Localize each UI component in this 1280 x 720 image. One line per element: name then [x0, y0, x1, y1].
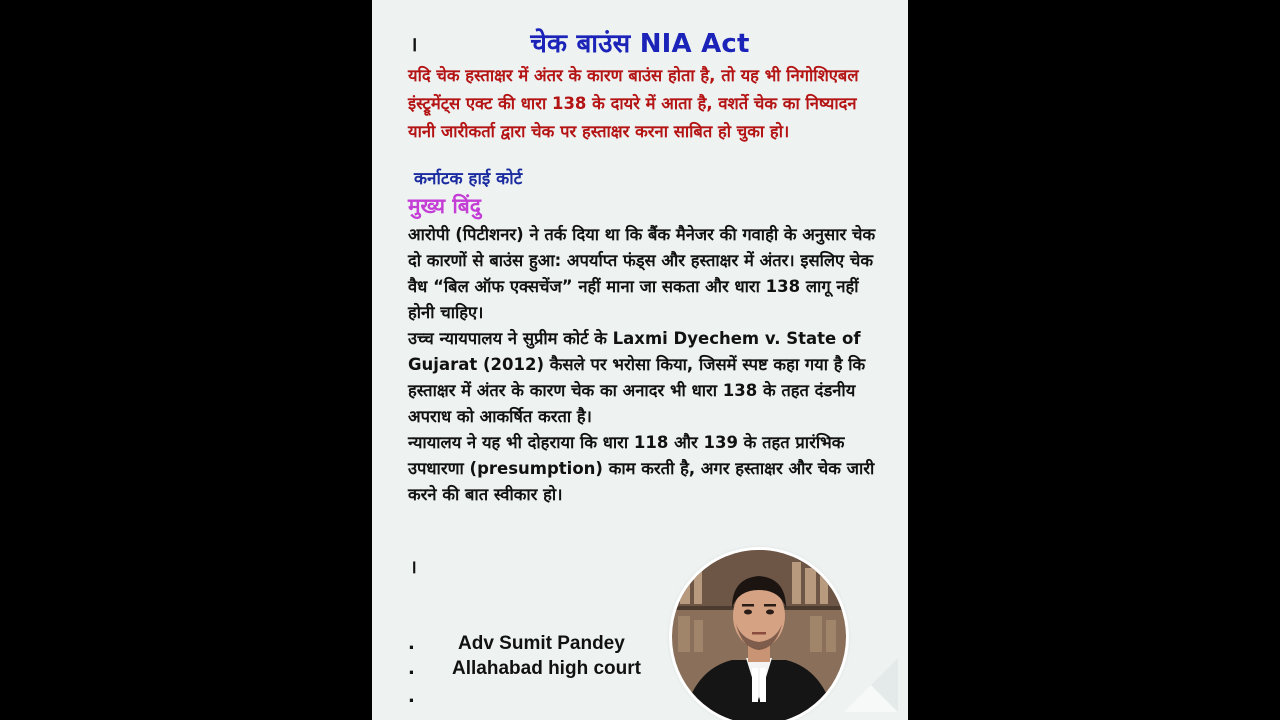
signature-dot: . [408, 686, 415, 707]
signature-dot: . [408, 658, 415, 679]
key-points-heading: मुख्य बिंदु [408, 194, 481, 218]
end-dot: । [410, 557, 417, 578]
document-panel [372, 0, 908, 720]
intro-paragraph: यदि चेक हस्ताक्षर में अंतर के कारण बाउंस होता है, तो यह भी निगोशिएबल इंस्ट्रूमेंट्स एक्ट की धारा 138 के दायरे में आता है, वशर्ते चेक का निष्यादन यानी जारीकर्ता द्वारा चेक पर हस्ताक्षर करना साबित हो चुका हो। [408, 66, 859, 141]
advocate-court: Allahabad high court [452, 658, 641, 679]
point-1: आरोपी (पिटीशनर) ने तर्क दिया था कि बैंक मैनेजर की गवाही के अनुसार चेक दो कारणों से बाउंस हुआ: अपर्याप्त फंड्स और हस्ताक्षर में अंतर। इसलिए चेक वैध “बिल ऑफ एक्सचेंज” नहीं माना जा सकता और धारा 138 लागू नहीं होनी चाहिए। [408, 225, 876, 322]
corner-decoration-icon [844, 658, 898, 712]
page-title: चेक बाउंस NIA Act [530, 29, 750, 59]
title-dot: । [410, 32, 418, 56]
point-2: उच्च न्यायपालय ने सुप्रीम कोर्ट के Laxmi Dyechem v. State of Gujarat (2012) कैसले पर भरोसा किया, जिसमें स्पष्ट कहा गया है कि हस्ताक्षर में अंतर के कारण चेक का अनादर भी धारा 138 के तहत दंडनीय अपराध को आकर्षित करता है। [408, 329, 866, 426]
advocate-portrait-icon [672, 550, 846, 720]
key-points-body [408, 222, 884, 508]
court-name: कर्नाटक हाई कोर्ट [414, 169, 523, 189]
point-3: न्यायालय ने यह भी दोहराया कि धारा 118 और 139 के तहत प्रारंभिक उपधारणा (presumption) काम करती है, अगर हस्ताक्षर और चेक जारी करने की बात स्वीकार हो। [408, 433, 875, 504]
advocate-name: Adv Sumit Pandey [458, 633, 625, 654]
signature-dot: . [408, 633, 415, 654]
